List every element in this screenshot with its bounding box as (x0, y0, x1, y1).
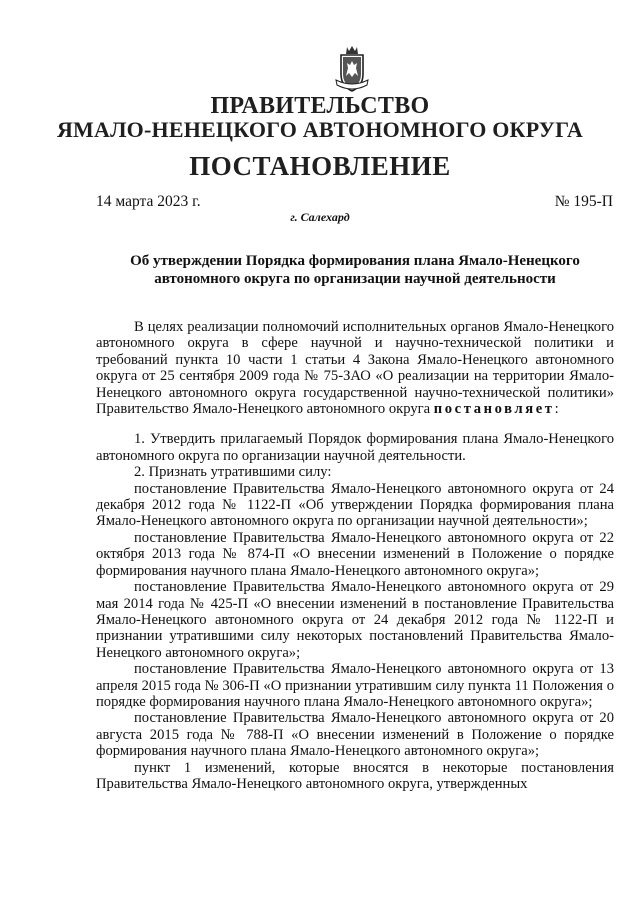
government-title-line1: ПРАВИТЕЛЬСТВО (210, 93, 430, 119)
body-item-4: постановление Правительства Ямало-Ненецкого автономного округа от 22 октября 2013 года № 874-П «О внесении изменений в Положение о порядке формирования научного плана Ямало-Ненецкого автономного округа»; (96, 529, 614, 579)
yanao-coat-of-arms-icon (334, 44, 370, 94)
body-item-3: постановление Правительства Ямало-Ненецкого автономного округа от 24 декабря 2012 года № 1122-П «Об утверждении Порядка формирования плана Ямало-Ненецкого автономного округа по организации научной деятельности»; (96, 480, 614, 530)
document-body (96, 319, 614, 792)
preamble-text: В целях реализации полномочий исполнительных органов Ямало-Ненецкого автономного округа в сфере научной и научно-технической политики и требований пункта 10 части 1 статьи 4 Закона Ямало-Ненецкого автономного округа от 25 сентября 2009 года № 75-ЗАО «О реализации на территории Ямало-Ненецкого автономного округа государственной научно-технической политики» Правительство Ямало-Ненецкого автономного округа (96, 319, 614, 418)
body-item-7: постановление Правительства Ямало-Ненецкого автономного округа от 20 августа 2015 года № 788-П «О внесении изменений в Положение о порядке формирования научного плана Ямало-Ненецкого автономного округа»; (96, 710, 614, 760)
body-item-6: постановление Правительства Ямало-Ненецкого автономного округа от 13 апреля 2015 года № 306-П «О признании утратившим силу пункта 11 Положения о порядке формирования научного плана Ямало-Ненецкого автономного округа»; (96, 661, 614, 710)
body-item-1: 1. Утвердить прилагаемый Порядок формирования плана Ямало-Ненецкого автономного округа по организации научной деятельности. (96, 431, 614, 464)
document-date: 14 марта 2023 г. (96, 193, 201, 210)
government-title-line2: ЯМАЛО-НЕНЕЦКОГО АВТОНОМНОГО ОКРУГА (56, 117, 584, 142)
document-city: г. Салехард (290, 210, 350, 224)
decree-colon: : (554, 401, 559, 418)
body-item-8: пункт 1 изменений, которые вносятся в некоторые постановления Правительства Ямало-Ненецкого автономного округа, утвержденных (96, 759, 614, 792)
body-item-2: 2. Признать утратившими силу: (134, 464, 332, 481)
document-number: № 195-П (554, 193, 613, 210)
preamble-paragraph (96, 319, 614, 417)
document-title-line2: автономного округа по организации научной деятельности (154, 270, 556, 287)
document-title-line1: Об утверждении Порядка формирования плана Ямало-Ненецкого (130, 253, 580, 269)
decree-word: постановляет (433, 401, 555, 418)
body-item-5: постановление Правительства Ямало-Ненецкого автономного округа от 29 мая 2014 года № 425-П «О внесении изменений в постановление Правительства Ямало-Ненецкого автономного округа от 24 декабря 2012 года № 1122-П и признании утратившими силу некоторых постановлений Правительства Ямало-Ненецкого автономного округа»; (96, 579, 614, 661)
document-title (96, 253, 614, 288)
document-type-heading: ПОСТАНОВЛЕНИЕ (189, 151, 451, 181)
